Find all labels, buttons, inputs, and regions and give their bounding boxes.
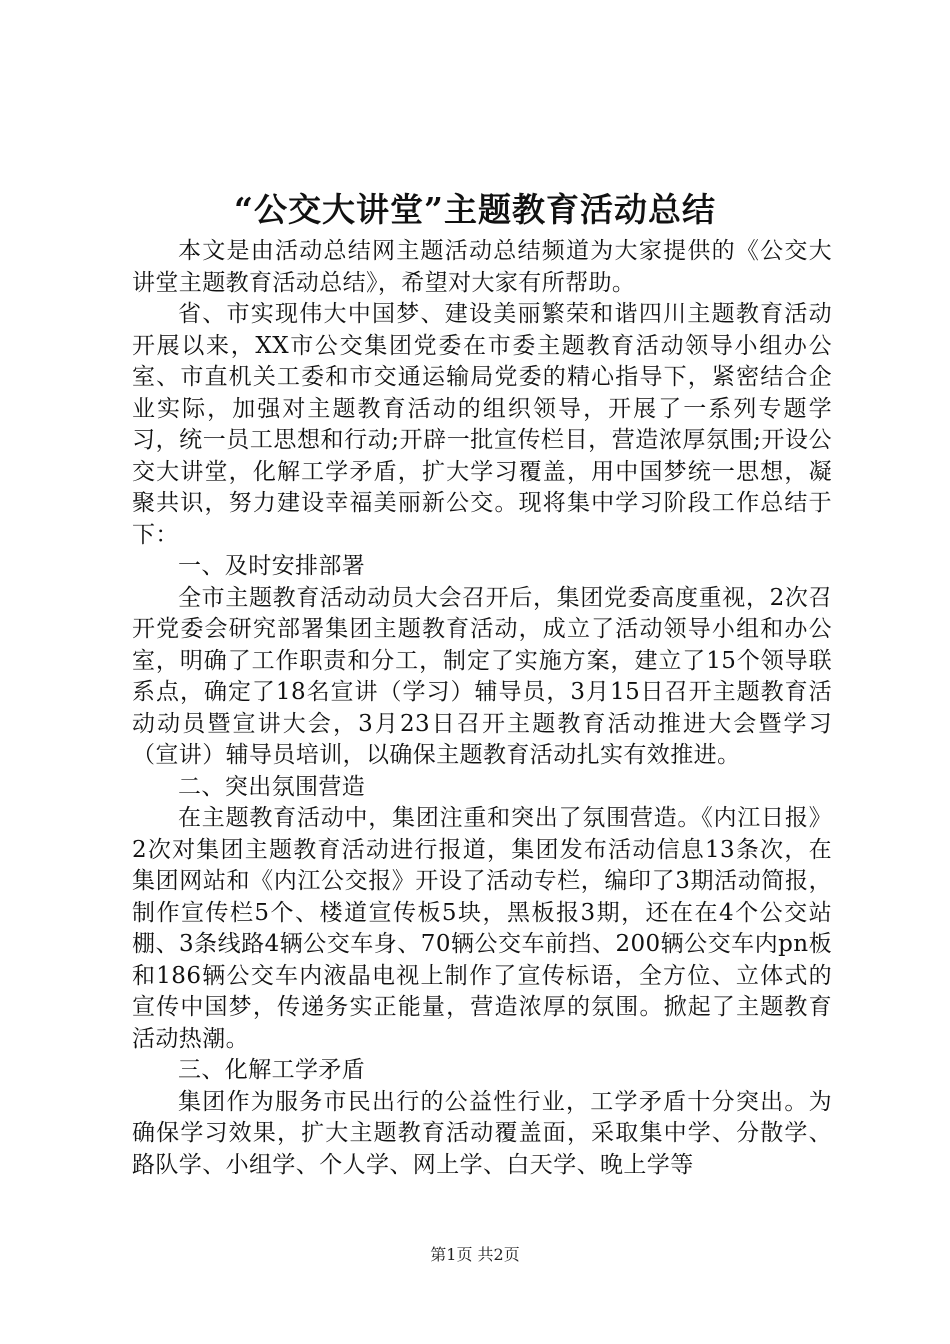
section-2-paragraph: 在主题教育活动中，集团注重和突出了氛围营造。《内江日报》2次对集团主题教育活动进行报道，集团发布活动信息13条次，在集团网站和《内江公交报》开设了活动专栏，编印了3期活动简报，制作宣传栏5个、楼道宣传板5块，黑板报3期，还在在4个公交站棚、3条线路4辆公交车身、70辆公交车前挡、200辆公交车内pn板和186辆公交车内液晶电视上制作了宣传标语，全方位、立体式的宣传中国梦，传递务实正能量，营造浓厚的氛围。掀起了主题教育活动热潮。 bbox=[132, 805, 832, 1052]
section-heading-3: 三、化解工学矛盾 bbox=[178, 1057, 366, 1083]
section-3-paragraph: 集团作为服务市民出行的公益性行业，工学矛盾十分突出。为确保学习效果，扩大主题教育活动覆盖面，采取集中学、分散学、路队学、小组学、个人学、网上学、白天学、晚上学等 bbox=[132, 1088, 832, 1178]
intro-paragraph: 本文是由活动总结网主题活动总结频道为大家提供的《公交大讲堂主题教育活动总结》，希望对大家有所帮助。 bbox=[132, 238, 832, 296]
document-body bbox=[132, 236, 832, 1181]
section-heading-2: 二、突出氛围营造 bbox=[178, 773, 366, 800]
document-title: “公交大讲堂”主题教育活动总结 bbox=[234, 190, 716, 229]
section-1-paragraph: 全市主题教育活动动员大会召开后，集团党委高度重视，2次召开党委会研究部署集团主题教育活动，成立了活动领导小组和办公室，明确了工作职责和分工，制定了实施方案，建立了15个领导联系点，确定了18名宣讲（学习）辅导员，3月15日召开主题教育活动动员暨宣讲大会，3月23日召开主题教育活动推进大会暨学习（宣讲）辅导员培训，以确保主题教育活动扎实有效推进。 bbox=[132, 584, 832, 768]
section-heading-1: 一、及时安排部署 bbox=[178, 553, 366, 579]
page-footer: 第1页 共2页 bbox=[430, 1245, 520, 1264]
overview-paragraph: 省、市实现伟大中国梦、建设美丽繁荣和谐四川主题教育活动开展以来，XX市公交集团党委在市委主题教育活动领导小组办公室、市直机关工委和市交通运输局党委的精心指导下，紧密结合企业实际，加强对主题教育活动的组织领导，开展了一系列专题学习，统一员工思想和行动;开辟一批宣传栏目，营造浓厚氛围;开设公交大讲堂，化解工学矛盾，扩大学习覆盖，用中国梦统一思想，凝聚共识，努力建设幸福美丽新公交。现将集中学习阶段工作总结于下： bbox=[132, 301, 832, 548]
